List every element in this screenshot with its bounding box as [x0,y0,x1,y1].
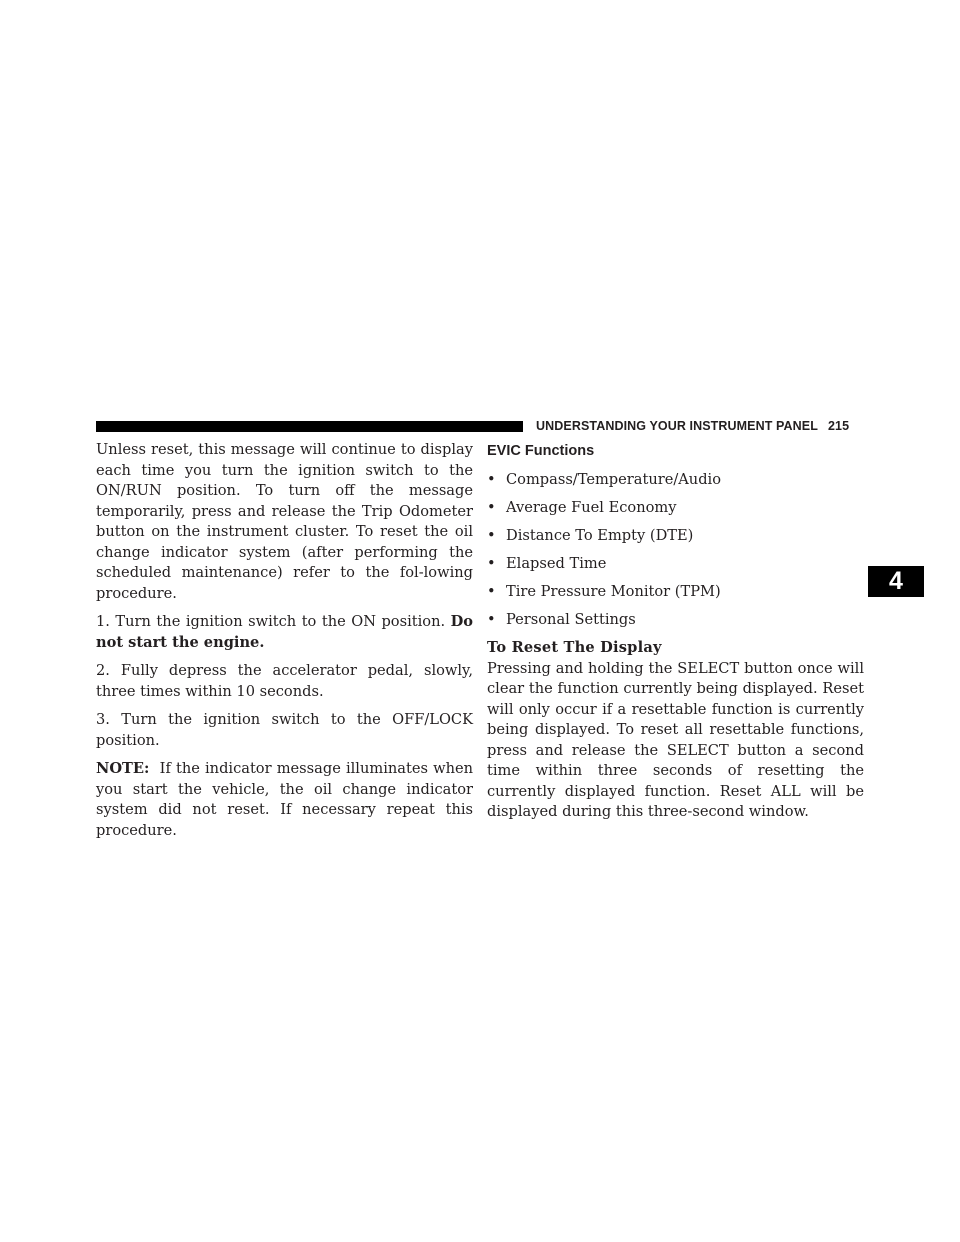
note-paragraph [96,759,478,841]
page-number: 215 [827,419,850,433]
list-item-label: Tire Pressure Monitor (TPM) [506,583,721,600]
list-item-label: Elapsed Time [506,555,607,572]
step-3: 3. Turn the ignition switch to the OFF/LOCK position. [96,711,473,749]
bullet-icon: • [487,499,496,516]
list-item [487,498,864,526]
right-column [487,442,864,831]
note-text: If the indicator message illuminates when you start the vehicle, the oil change indicator system did not reset. If necessary repeat this procedure. [96,760,478,839]
list-item-label: Personal Settings [506,611,636,628]
step-2: 2. Fully depress the accelerator pedal, slowly, three times within 10 seconds. [96,662,473,700]
note-label: NOTE: [96,760,150,777]
step-1 [96,612,473,653]
list-item [487,554,864,582]
reset-display-paragraph: Pressing and holding the SELECT button once will clear the function currently being displayed. Reset will only occur if a resettable function is currently being displayed. To reset all resettable functions, press and release the SELECT button a second time within three seconds of resetting the currently displayed function. Reset ALL will be displayed during this three-second window. [487,659,864,820]
reset-display-heading: To Reset The Display [487,639,662,656]
bullet-icon: • [487,471,496,488]
bullet-icon: • [487,611,496,628]
left-column [96,440,478,849]
list-item [487,582,864,610]
intro-paragraph: Unless reset, this message will continue to display each time you turn the ignition switch to the ON/RUN position. To turn off the message temporarily, press and release the Trip Odometer button on the instrument cluster. To reset the oil change indicator system (after performing the scheduled maintenance) refer to the fol-lowing procedure. [96,441,473,602]
running-header [536,419,849,433]
step-1-text: 1. Turn the ignition switch to the ON position. [96,613,451,630]
list-item-label: Compass/Temperature/Audio [506,471,721,488]
step-1-warning: Do not start the engine. [96,613,473,651]
list-item [487,470,864,498]
bullet-icon: • [487,527,496,544]
list-item [487,526,864,554]
header-title: UNDERSTANDING YOUR INSTRUMENT PANEL [536,419,818,433]
chapter-tab: 4 [868,566,924,597]
evic-functions-heading: EVIC Functions [487,443,595,459]
bullet-icon: • [487,555,496,572]
evic-functions-list [487,470,864,638]
bullet-icon: • [487,583,496,600]
list-item-label: Distance To Empty (DTE) [506,527,694,544]
list-item-label: Average Fuel Economy [506,499,677,516]
list-item [487,610,864,638]
header-rule [96,421,523,432]
